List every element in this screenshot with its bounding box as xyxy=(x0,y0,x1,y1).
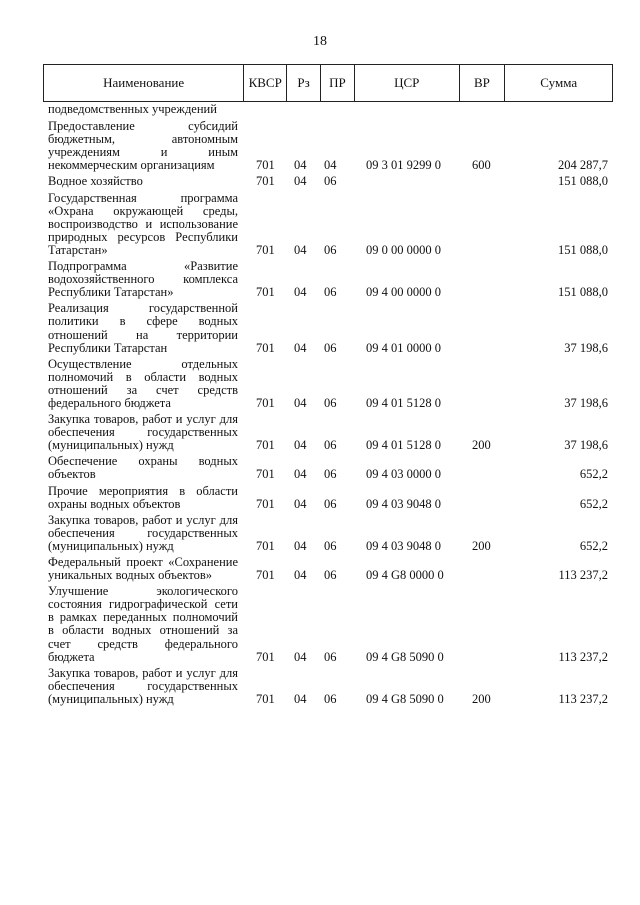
table-row xyxy=(48,120,608,172)
table-row xyxy=(48,585,608,664)
row-kvsr: 701 xyxy=(256,467,275,482)
row-kvsr: 701 xyxy=(256,438,275,453)
row-kvsr: 701 xyxy=(256,395,275,410)
row-rz: 04 xyxy=(294,158,307,173)
row-name: Закупка товаров, работ и услуг для обеспечения государственных (муниципальных) нужд xyxy=(48,665,238,706)
row-pr: 06 xyxy=(324,438,337,453)
row-sum: 151 088,0 xyxy=(558,174,608,189)
row-rz: 04 xyxy=(294,568,307,583)
row-pr: 04 xyxy=(324,158,337,173)
row-sum: 113 237,2 xyxy=(558,649,608,664)
row-name: Прочие мероприятия в области охраны водных объектов xyxy=(48,483,238,511)
row-pr: 06 xyxy=(324,691,337,706)
row-sum: 652,2 xyxy=(579,496,608,511)
header-pr: ПР xyxy=(321,65,355,101)
row-rz: 04 xyxy=(294,467,307,482)
row-sum: 113 237,2 xyxy=(558,568,608,583)
row-csr: 09 4 01 0000 0 xyxy=(366,340,441,355)
row-rz: 04 xyxy=(294,649,307,664)
row-vr: 200 xyxy=(472,538,491,553)
row-rz: 04 xyxy=(294,340,307,355)
row-vr: 200 xyxy=(472,691,491,706)
table-row xyxy=(48,175,608,188)
row-name: Государственная программа «Охрана окружающей среды, воспроизводство и использование природных ресурсов Республики Татарстан» xyxy=(48,190,238,257)
table-row xyxy=(48,485,608,511)
table-row xyxy=(48,358,608,410)
row-csr: 09 4 G8 5090 0 xyxy=(366,649,444,664)
row-pr: 06 xyxy=(324,496,337,511)
row-csr: 09 4 03 0000 0 xyxy=(366,467,441,482)
row-csr: 09 0 00 0000 0 xyxy=(366,242,441,257)
row-kvsr: 701 xyxy=(256,538,275,553)
row-rz: 04 xyxy=(294,438,307,453)
table-row xyxy=(48,413,608,452)
row-csr: 09 4 G8 5090 0 xyxy=(366,691,444,706)
header-name: Наименование xyxy=(44,65,244,101)
row-rz: 04 xyxy=(294,496,307,511)
table-body xyxy=(48,103,608,706)
row-rz: 04 xyxy=(294,174,307,189)
row-kvsr: 701 xyxy=(256,158,275,173)
header-rz: Рз xyxy=(287,65,321,101)
row-pr: 06 xyxy=(324,242,337,257)
row-kvsr: 701 xyxy=(256,174,275,189)
row-pr: 06 xyxy=(324,467,337,482)
row-kvsr: 701 xyxy=(256,649,275,664)
row-rz: 04 xyxy=(294,538,307,553)
row-name: Подпрограмма «Развитие водохозяйственного комплекса Республики Татарстан» xyxy=(48,259,238,300)
row-pr: 06 xyxy=(324,340,337,355)
row-pr: 06 xyxy=(324,649,337,664)
row-pr: 06 xyxy=(324,174,337,189)
table-row xyxy=(48,455,608,481)
row-kvsr: 701 xyxy=(256,568,275,583)
row-kvsr: 701 xyxy=(256,285,275,300)
row-vr: 200 xyxy=(472,438,491,453)
row-kvsr: 701 xyxy=(256,496,275,511)
row-pr: 06 xyxy=(324,285,337,300)
row-kvsr: 701 xyxy=(256,340,275,355)
row-sum: 37 198,6 xyxy=(564,340,608,355)
row-sum: 151 088,0 xyxy=(558,285,608,300)
row-name: Закупка товаров, работ и услуг для обеспечения государственных (муниципальных) нужд xyxy=(48,412,238,453)
row-pr: 06 xyxy=(324,538,337,553)
table-header xyxy=(43,64,613,102)
row-csr: 09 4 03 9048 0 xyxy=(366,538,441,553)
row-sum: 151 088,0 xyxy=(558,242,608,257)
row-kvsr: 701 xyxy=(256,691,275,706)
table-row xyxy=(48,103,608,116)
row-sum: 652,2 xyxy=(579,467,608,482)
row-sum: 37 198,6 xyxy=(564,395,608,410)
table-row xyxy=(48,556,608,582)
row-name: Обеспечение охраны водных объектов xyxy=(48,454,238,482)
header-kvsr: КВСР xyxy=(244,65,287,101)
table-row xyxy=(48,260,608,299)
table-row xyxy=(48,192,608,257)
header-sum: Сумма xyxy=(540,75,578,90)
row-rz: 04 xyxy=(294,395,307,410)
row-rz: 04 xyxy=(294,691,307,706)
row-sum: 37 198,6 xyxy=(564,438,608,453)
row-name: Закупка товаров, работ и услуг для обеспечения государственных (муниципальных) нужд xyxy=(48,512,238,553)
row-csr: 09 4 01 5128 0 xyxy=(366,438,441,453)
table-row xyxy=(48,302,608,354)
row-sum: 652,2 xyxy=(579,538,608,553)
row-sum: 204 287,7 xyxy=(558,158,608,173)
row-csr: 09 4 G8 0000 0 xyxy=(366,568,444,583)
row-name: подведомственных учреждений xyxy=(48,102,217,116)
row-csr: 09 3 01 9299 0 xyxy=(366,158,441,173)
row-pr: 06 xyxy=(324,395,337,410)
table-row xyxy=(48,667,608,706)
row-name: Улучшение экологического состояния гидрографической сети в рамках переданных полномочий в области водных отношений за счет средств федерального бюджета xyxy=(48,584,238,664)
row-name: Осуществление отдельных полномочий в области водных отношений за счет средств федерального бюджета xyxy=(48,356,238,410)
row-name: Водное хозяйство xyxy=(48,174,143,189)
row-vr: 600 xyxy=(472,158,491,173)
row-rz: 04 xyxy=(294,242,307,257)
header-vr: ВР xyxy=(460,65,506,101)
row-pr: 06 xyxy=(324,568,337,583)
table-row xyxy=(48,514,608,553)
row-name: Федеральный проект «Сохранение уникальных водных объектов» xyxy=(48,555,238,583)
row-sum: 113 237,2 xyxy=(558,691,608,706)
row-csr: 09 4 00 0000 0 xyxy=(366,285,441,300)
row-kvsr: 701 xyxy=(256,242,275,257)
row-csr: 09 4 01 5128 0 xyxy=(366,395,441,410)
row-rz: 04 xyxy=(294,285,307,300)
row-name: Реализация государственной политики в сфере водных отношений на территории Республики Татарстан xyxy=(48,301,238,355)
page-number: 18 xyxy=(313,34,327,49)
row-name: Предоставление субсидий бюджетным, автономным учреждениям и иным некоммерческим организациям xyxy=(48,119,238,173)
header-csr: ЦСР xyxy=(355,65,460,101)
row-csr: 09 4 03 9048 0 xyxy=(366,496,441,511)
